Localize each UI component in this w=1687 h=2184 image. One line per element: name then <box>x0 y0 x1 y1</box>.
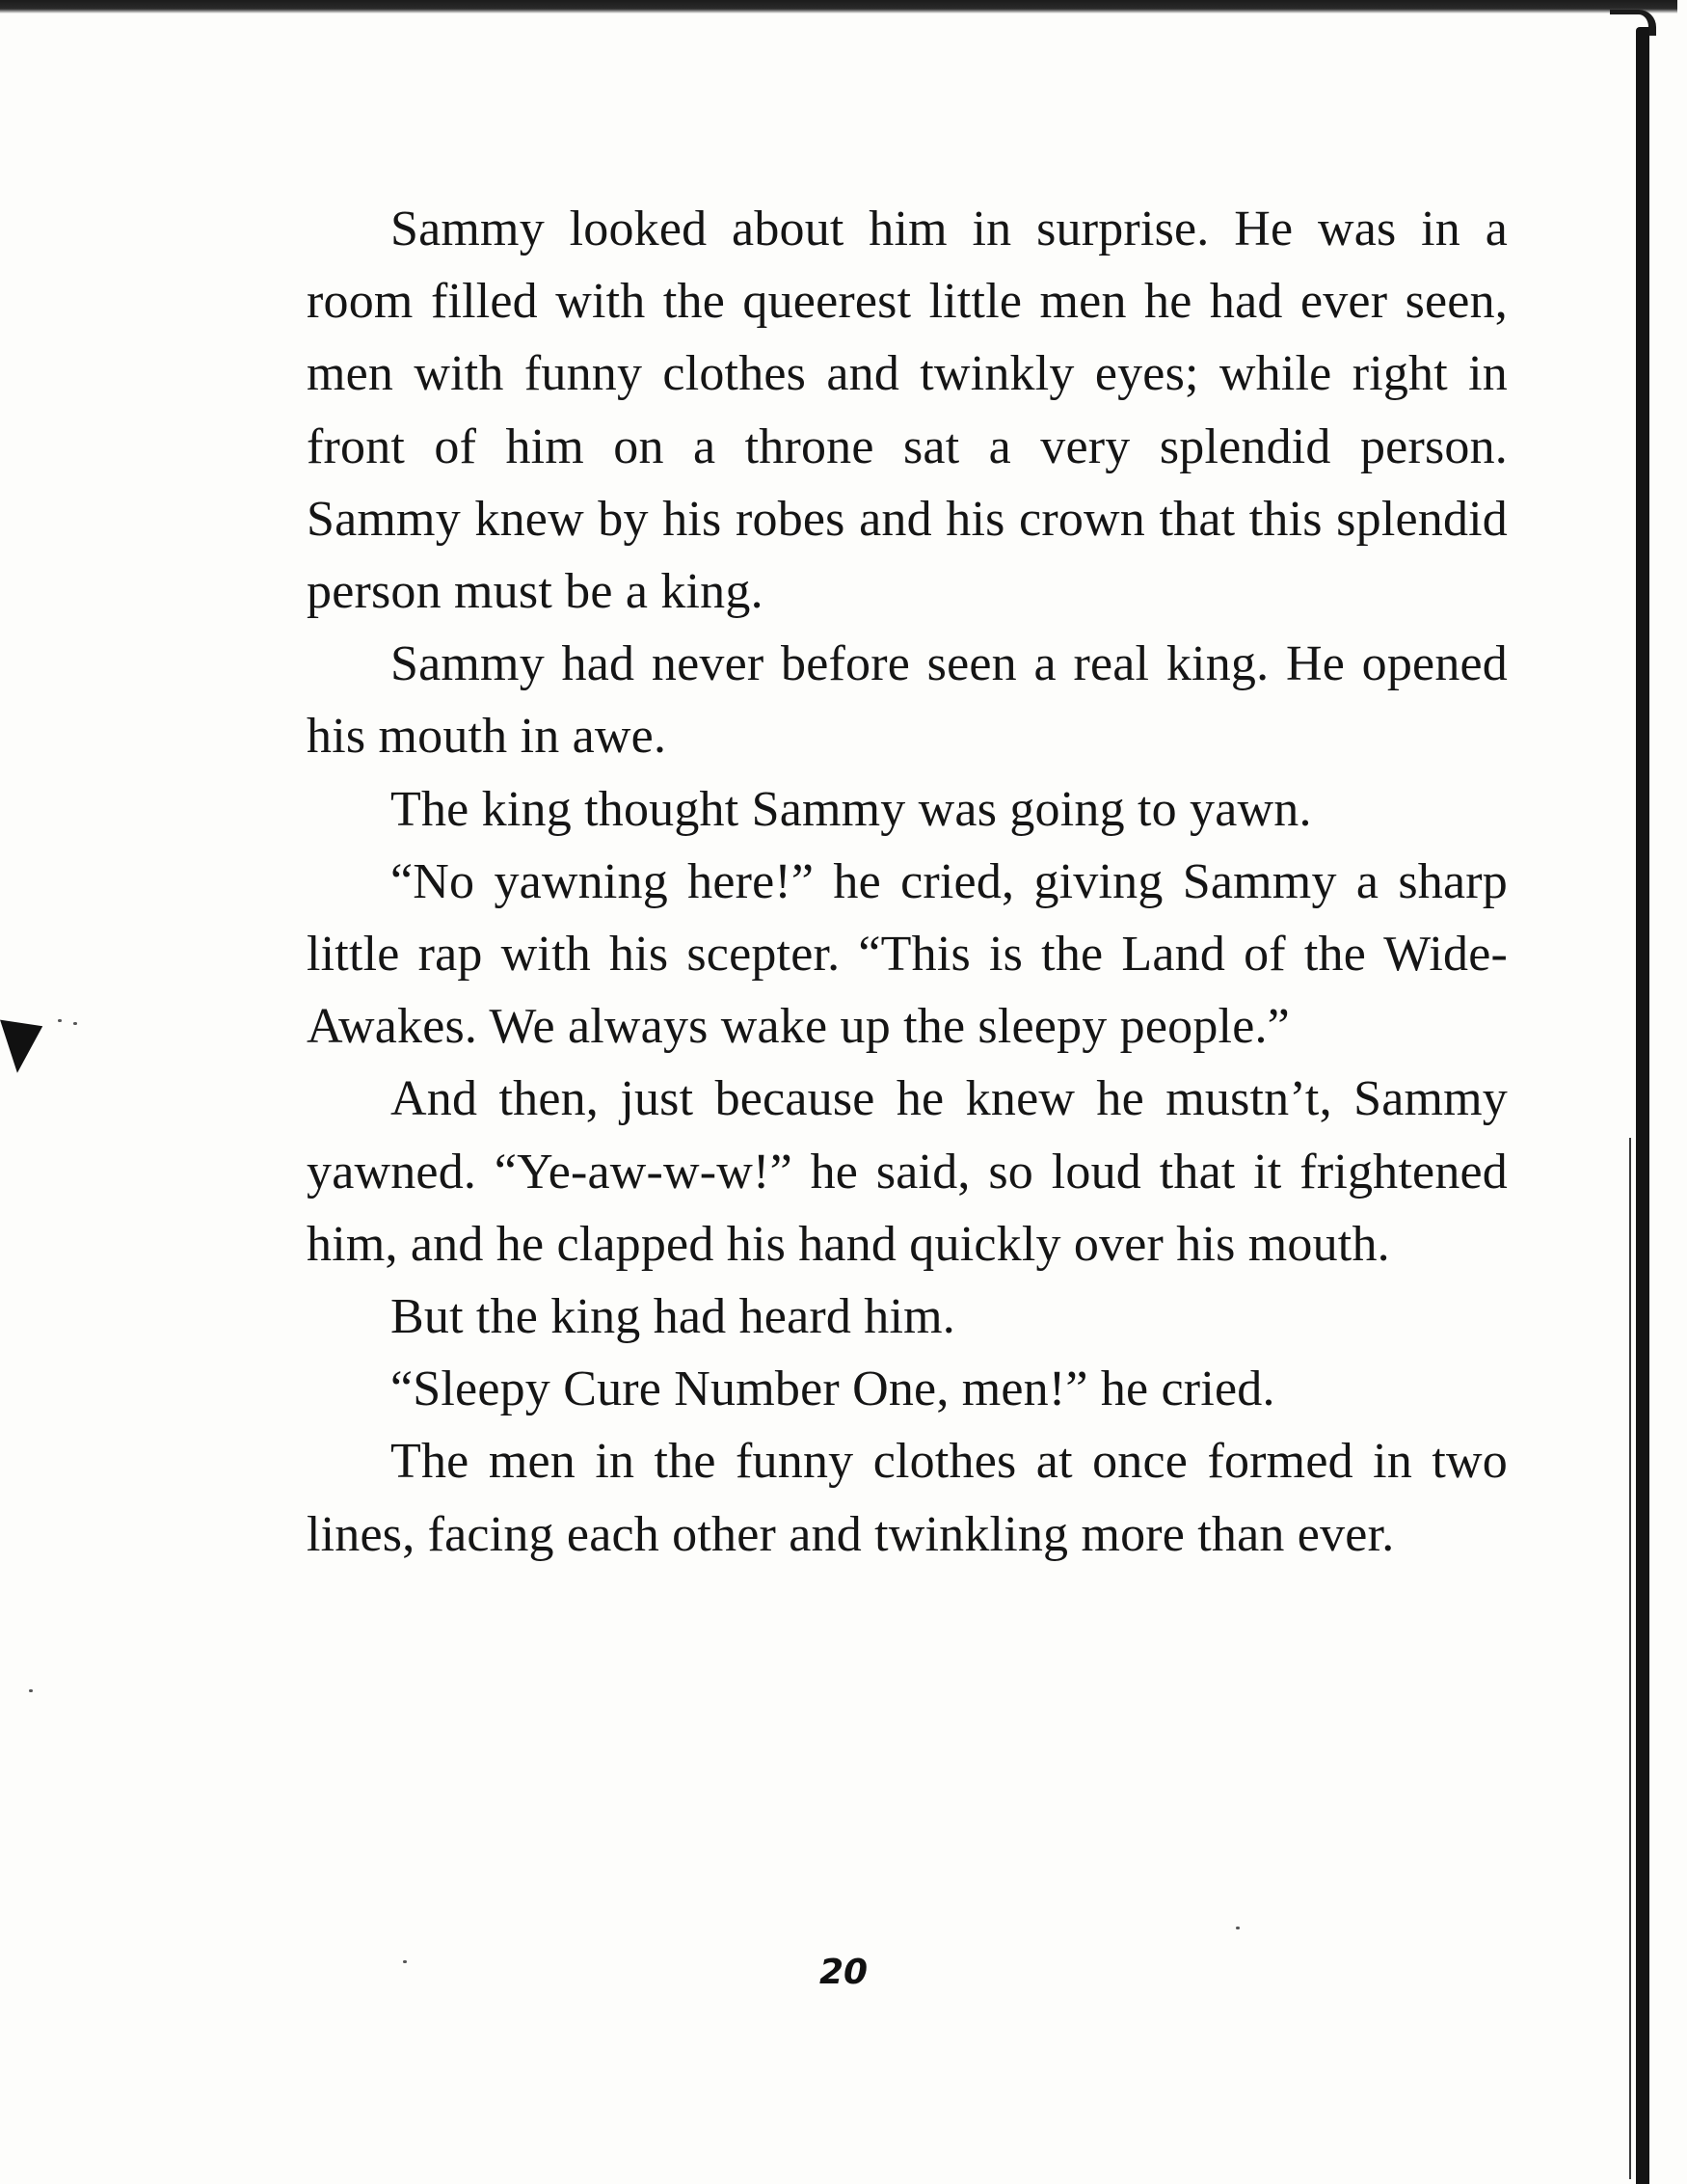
body-text <box>307 193 1508 1571</box>
paragraph-6: But the king had heard him. <box>390 1289 955 1345</box>
margin-speck <box>1236 1927 1240 1929</box>
paragraph-7: “Sleepy Cure Number One, men!” he cried. <box>390 1362 1275 1417</box>
margin-speck <box>73 1022 77 1025</box>
margin-speck <box>29 1689 33 1692</box>
margin-arrow-mark <box>0 1008 54 1073</box>
right-page-edge <box>1636 27 1649 2184</box>
paragraph-8: The men in the funny clothes at once formed in two lines, facing each other and twinkling more than ever. <box>307 1434 1508 1562</box>
right-page-edge-line <box>1629 1138 1631 2179</box>
paragraph-4: “No yawning here!” he cried, giving Sammy a sharp little rap with his scepter. “This is the Land of the Wide-Awakes. We always wake up the sleepy people.” <box>307 853 1508 1055</box>
paragraph-5: And then, just because he knew he mustn’t, Sammy yawned. “Ye-aw-w-w!” he said, so loud that it frightened him, and he clapped his hand quickly over his mouth. <box>307 1071 1508 1272</box>
paragraph-3: The king thought Sammy was going to yawn. <box>390 781 1312 837</box>
paragraph-2: Sammy had never before seen a real king. He opened his mouth in awe. <box>307 636 1508 765</box>
top-page-edge <box>0 0 1677 13</box>
paragraph-1: Sammy looked about him in surprise. He was in a room filled with the queerest little men he had ever seen, men with funny clothes and twinkly eyes; while right in front of him on a throne sat a very splendid person. Sammy knew by his robes and his crown that this splendid person must be a king. <box>307 202 1508 620</box>
page-number: 20 <box>818 1953 869 1992</box>
margin-speck <box>58 1019 62 1022</box>
